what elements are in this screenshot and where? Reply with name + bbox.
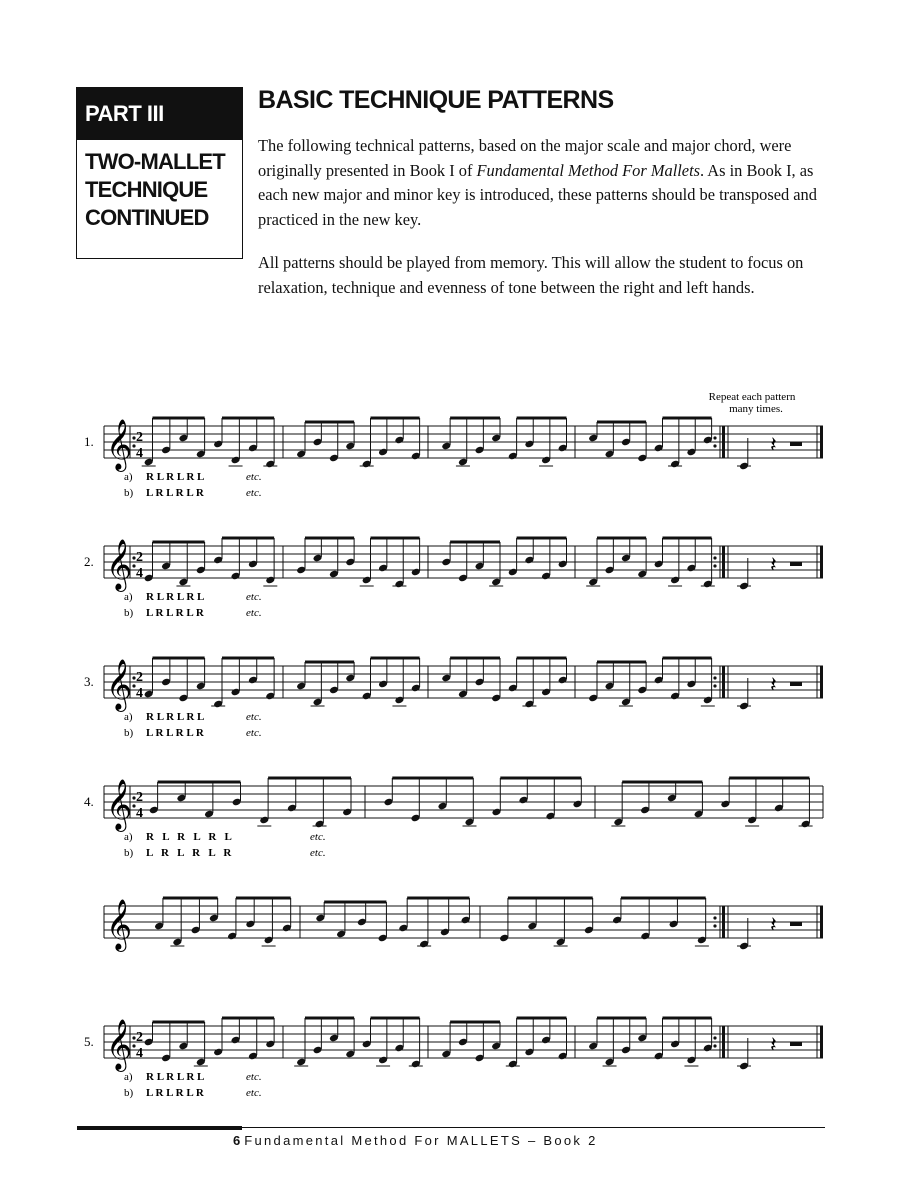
repeat-thick-bar xyxy=(722,1026,725,1058)
repeat-dot xyxy=(132,444,135,447)
time-signature-bottom: 4 xyxy=(136,1046,143,1061)
repeat-dot xyxy=(132,676,135,679)
sticking-label-a: a) xyxy=(124,711,133,723)
treble-clef-icon: 𝄞 xyxy=(106,659,133,710)
half-rest xyxy=(790,682,802,686)
repeat-annotation-line2: many times. xyxy=(729,403,783,415)
time-signature-top: 2 xyxy=(136,430,143,445)
part-subtitle-line: TWO-MALLET xyxy=(85,149,225,174)
sticking-label-b: b) xyxy=(124,727,134,739)
memory-paragraph: All patterns should be played from memory. This will allow the student to focus on relaxation, technique and evenness of tone between the right and left hands. xyxy=(258,253,804,297)
time-signature-bottom: 4 xyxy=(136,446,143,461)
treble-clef-icon: 𝄞 xyxy=(106,1019,133,1070)
staff-system xyxy=(84,1018,823,1099)
repeat-dot xyxy=(713,444,716,447)
sticking-pattern-a: R L R L R L xyxy=(146,591,205,603)
sticking-pattern-b: L R L R L R xyxy=(146,487,204,499)
staff-system xyxy=(84,538,823,619)
repeat-dot xyxy=(132,1036,135,1039)
sticking-label-b: b) xyxy=(124,487,134,499)
exercise-number: 5. xyxy=(84,1034,94,1049)
footer-title: Fundamental Method For MALLETS – Book 2 xyxy=(244,1133,598,1148)
repeat-thick-bar xyxy=(722,906,725,938)
time-signature-top: 2 xyxy=(136,550,143,565)
sticking-label-a: a) xyxy=(124,1071,133,1083)
time-signature-bottom: 4 xyxy=(136,566,143,581)
repeat-thick-bar xyxy=(722,426,725,458)
repeat-dot xyxy=(713,684,716,687)
exercise-number: 4. xyxy=(84,794,94,809)
exercise-number: 1. xyxy=(84,434,94,449)
page-number: 6 xyxy=(233,1133,241,1148)
repeat-dot xyxy=(132,564,135,567)
repeat-dot xyxy=(713,556,716,559)
repeat-dot xyxy=(132,684,135,687)
sticking-pattern-b: L R L R L R xyxy=(146,847,232,859)
intro-text-end: . As in Book I, as each new major and minor key is introduced, these patterns should be transposed and practiced in the new key. xyxy=(258,160,817,229)
footer-rule-thick xyxy=(77,1126,242,1130)
sticking-etc: etc. xyxy=(246,1071,262,1083)
final-bar xyxy=(820,546,823,578)
repeat-dot xyxy=(713,436,716,439)
final-bar xyxy=(820,906,823,938)
staff-system xyxy=(84,658,823,739)
exercise-number: 3. xyxy=(84,674,94,689)
book-title-italic: Fundamental Method For Mallets xyxy=(476,160,701,180)
repeat-dot xyxy=(132,796,135,799)
quarter-rest-icon: 𝄽 xyxy=(770,673,777,698)
sticking-pattern-a: R L R L R L xyxy=(146,711,205,723)
half-rest xyxy=(790,922,802,926)
sticking-pattern-b: L R L R L R xyxy=(146,607,204,619)
final-bar xyxy=(820,426,823,458)
sticking-etc: etc. xyxy=(246,607,262,619)
sticking-pattern-a: R L R L R L xyxy=(146,471,205,483)
treble-clef-icon: 𝄞 xyxy=(106,779,133,830)
sticking-pattern-a: R L R L R L xyxy=(146,831,232,843)
repeat-dot xyxy=(713,1044,716,1047)
repeat-thick-bar xyxy=(722,546,725,578)
repeat-thick-bar xyxy=(722,666,725,698)
repeat-dot xyxy=(713,916,716,919)
repeat-dot xyxy=(132,1044,135,1047)
time-signature-top: 2 xyxy=(136,670,143,685)
part-header: PART III xyxy=(77,88,242,140)
sticking-etc: etc. xyxy=(246,727,262,739)
sticking-etc: etc. xyxy=(246,471,262,483)
staff-system xyxy=(104,898,823,952)
sticking-etc: etc. xyxy=(246,591,262,603)
half-rest xyxy=(790,1042,802,1046)
sticking-etc: etc. xyxy=(246,1087,262,1099)
quarter-rest-icon: 𝄽 xyxy=(770,913,777,938)
repeat-dot xyxy=(713,564,716,567)
sticking-label-a: a) xyxy=(124,471,133,483)
quarter-rest-icon: 𝄽 xyxy=(770,1033,777,1058)
sticking-label-a: a) xyxy=(124,591,133,603)
repeat-dot xyxy=(713,676,716,679)
quarter-rest-icon: 𝄽 xyxy=(770,553,777,578)
exercise-number: 2. xyxy=(84,554,94,569)
repeat-dot xyxy=(132,436,135,439)
repeat-dot xyxy=(132,556,135,559)
repeat-annotation-line1: Repeat each pattern xyxy=(708,391,796,403)
sticking-pattern-b: L R L R L R xyxy=(146,1087,204,1099)
final-bar xyxy=(820,666,823,698)
sticking-etc: etc. xyxy=(246,711,262,723)
staff-system xyxy=(84,418,823,499)
repeat-dot xyxy=(132,804,135,807)
time-signature-bottom: 4 xyxy=(136,686,143,701)
sticking-etc: etc. xyxy=(246,487,262,499)
sticking-pattern-a: R L R L R L xyxy=(146,1071,205,1083)
treble-clef-icon: 𝄞 xyxy=(106,419,133,470)
page-title: BASIC TECHNIQUE PATTERNS xyxy=(258,86,614,114)
footer xyxy=(233,1133,598,1148)
sticking-label-b: b) xyxy=(124,607,134,619)
time-signature-bottom: 4 xyxy=(136,806,143,821)
repeat-dot xyxy=(713,1036,716,1039)
footer-rule-thin xyxy=(242,1127,825,1128)
part-subtitle-line: CONTINUED xyxy=(85,205,209,230)
sticking-label-b: b) xyxy=(124,847,134,859)
sticking-pattern-b: L R L R L R xyxy=(146,727,204,739)
sticking-etc: etc. xyxy=(310,847,326,859)
part-subtitle-line: TECHNIQUE xyxy=(85,177,208,202)
sticking-label-a: a) xyxy=(124,831,133,843)
sticking-label-b: b) xyxy=(124,1087,134,1099)
intro-text: The following technical patterns, based on the major scale and major chord, were originally presented in Book I of xyxy=(258,136,792,180)
half-rest xyxy=(790,442,802,446)
sticking-etc: etc. xyxy=(310,831,326,843)
treble-clef-icon: 𝄞 xyxy=(106,539,133,590)
treble-clef-icon: 𝄞 xyxy=(106,899,133,950)
final-bar xyxy=(820,1026,823,1058)
half-rest xyxy=(790,562,802,566)
time-signature-top: 2 xyxy=(136,790,143,805)
staff-system xyxy=(84,778,823,859)
repeat-dot xyxy=(713,924,716,927)
quarter-rest-icon: 𝄽 xyxy=(770,433,777,458)
time-signature-top: 2 xyxy=(136,1030,143,1045)
